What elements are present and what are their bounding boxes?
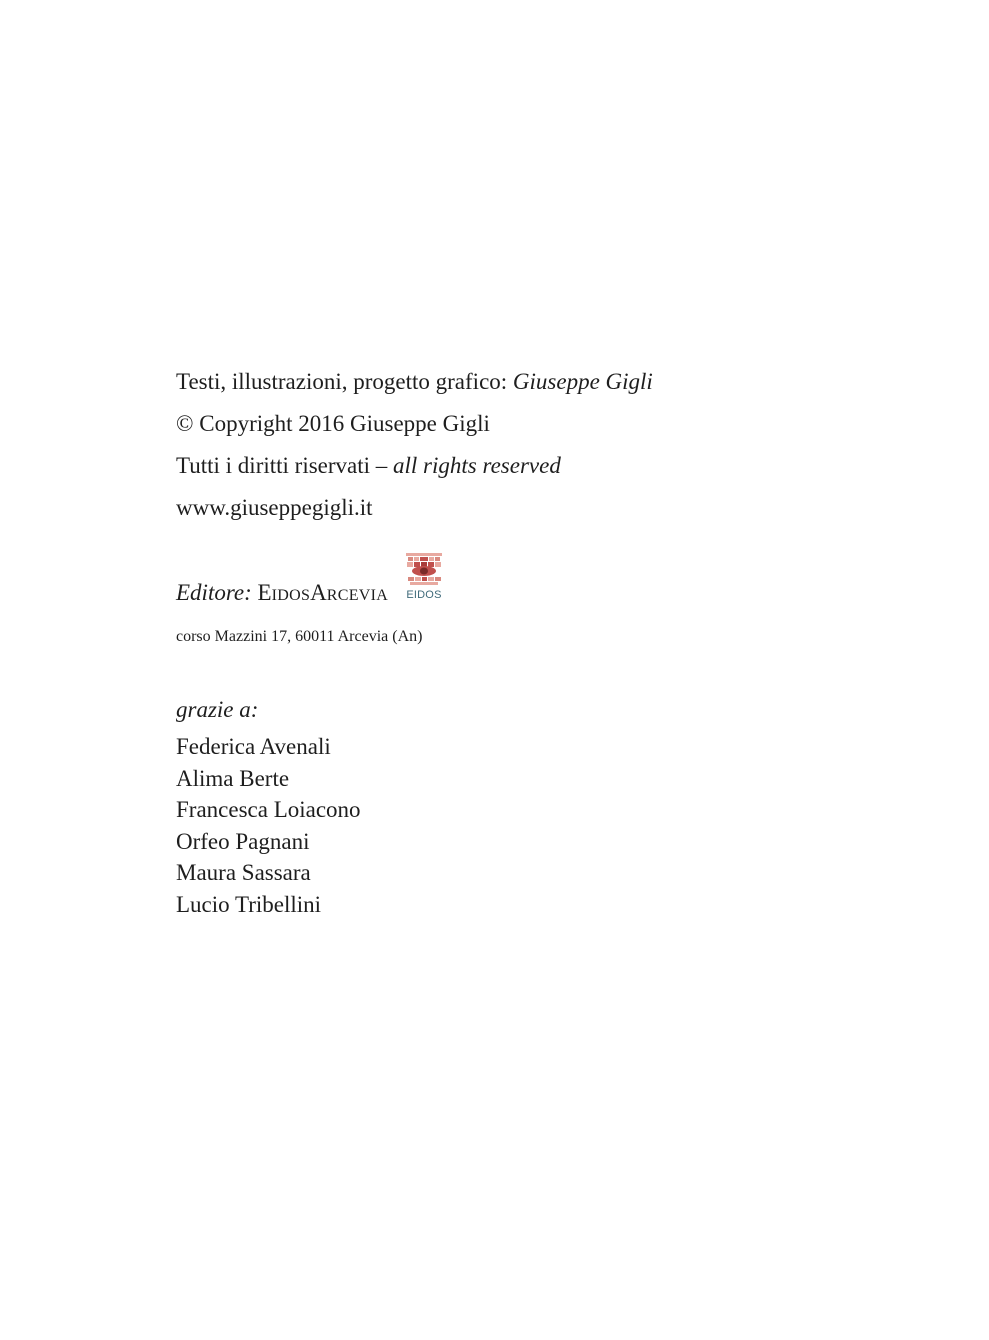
publisher-name-initial-2: A [310,580,327,605]
rights-english: all rights reserved [393,453,561,478]
thanks-name: Francesca Loiacono [176,797,361,823]
publisher-label: Editore: [176,580,252,605]
publisher-address: corso Mazzini 17, 60011 Arcevia (An) [176,628,423,645]
thanks-list [176,731,361,921]
eidos-mosaic-icon [403,551,445,589]
thanks-name: Lucio Tribellini [176,891,322,917]
thanks-name: Orfeo Pagnani [176,828,310,854]
rights-italian: Tutti i diritti riservati – [176,453,388,478]
thanks-name: Federica Avenali [176,734,331,759]
thanks-name: Maura Sassara [176,860,311,886]
credits-label: Testi, illustrazioni, progetto grafico: [176,369,508,394]
publisher-line [176,578,388,611]
publisher-name-rest-1: IDOS [271,587,311,604]
thanks-heading: grazie a: [176,697,259,722]
credits-author: Giuseppe Gigli [512,369,653,394]
thanks-name: Alima Berte [176,765,290,791]
publisher-name-rest-2: RCEVIA [326,587,389,604]
eidos-logo [403,551,445,603]
publisher-name [258,580,389,605]
website-link: www.giuseppegigli.it [176,495,373,520]
eidos-logo-text: EIDOS [406,589,442,601]
publisher-name-initial-1: E [257,580,272,605]
credits-line [176,367,653,397]
copyright-line: © Copyright 2016 Giuseppe Gigli [176,411,490,436]
rights-line [176,451,561,481]
